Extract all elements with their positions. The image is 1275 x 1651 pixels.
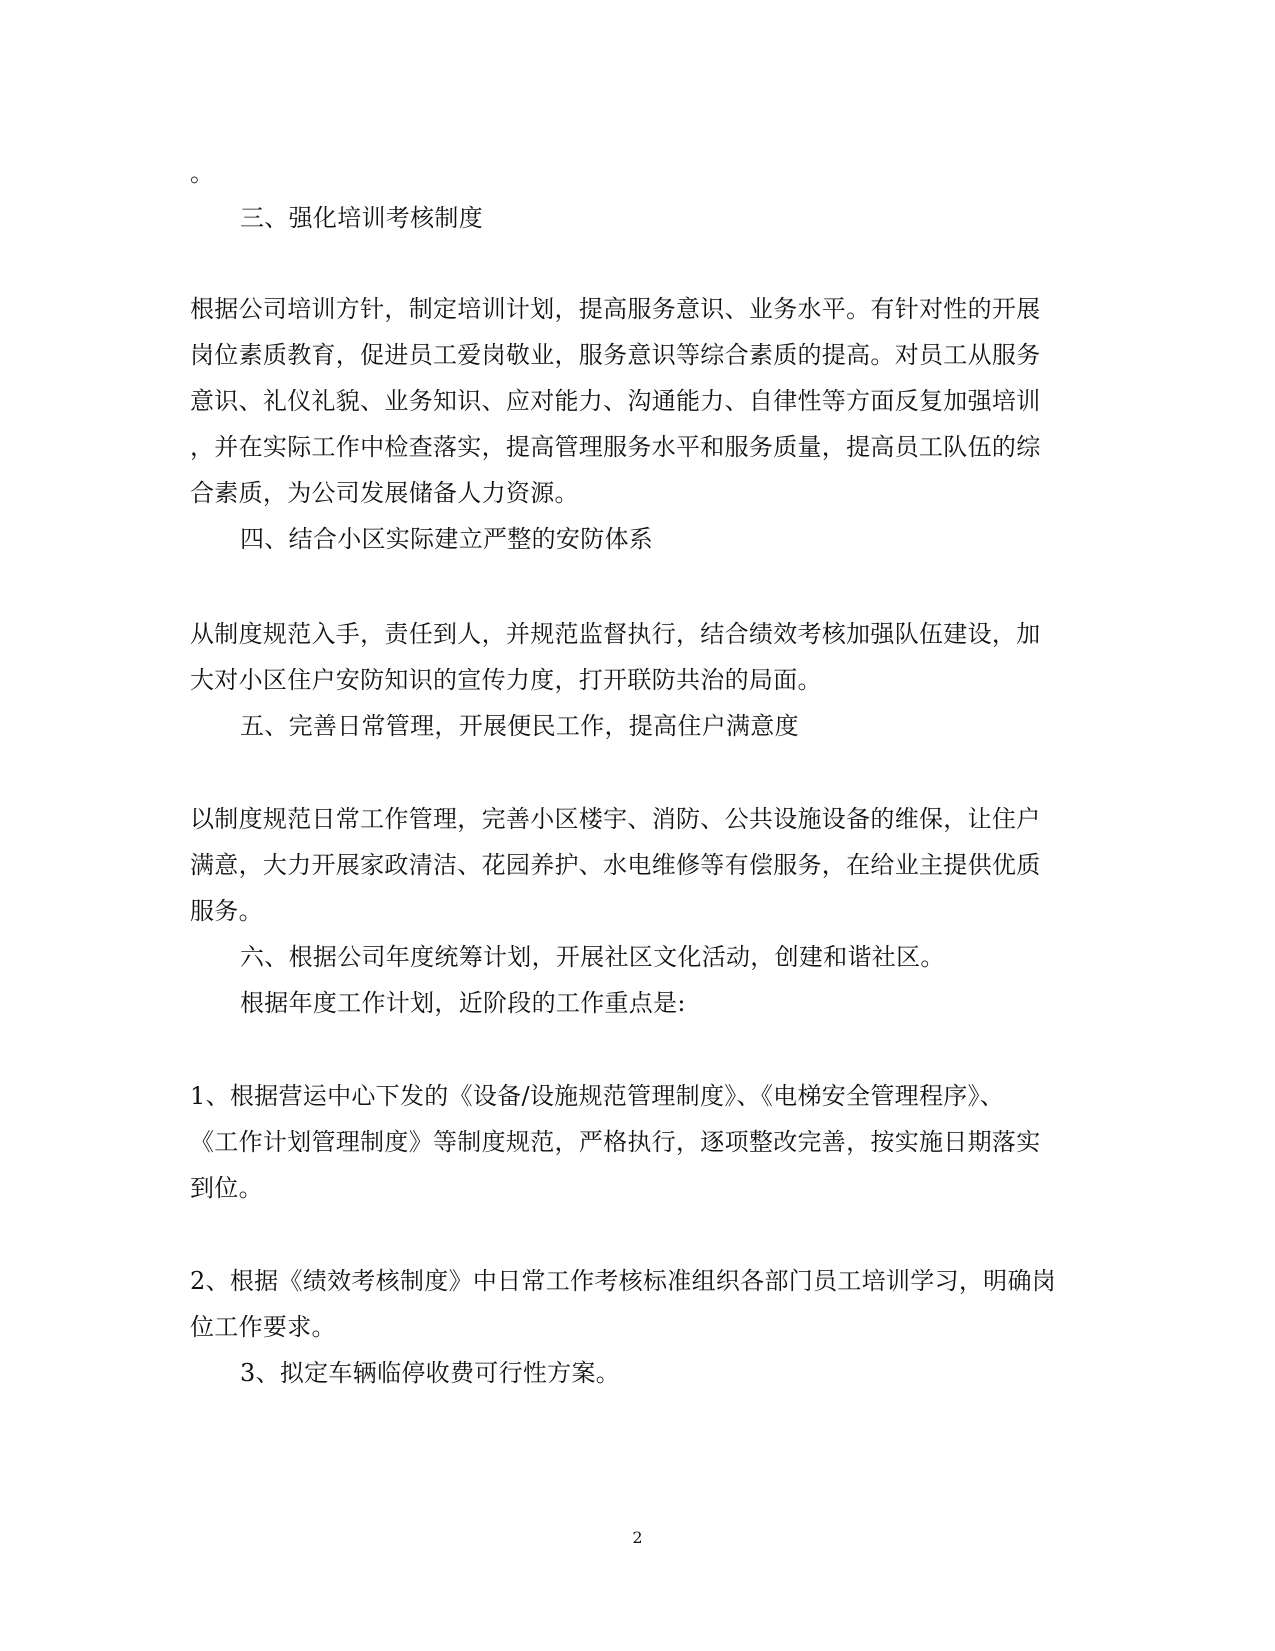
list-item-3: 3、拟定车辆临停收费可行性方案。: [240, 1359, 621, 1387]
list-item-1: 1、根据营运中心下发的《设备/设施规范管理制度》、《电梯安全管理程序》、: [190, 1082, 1005, 1110]
text-line: 《工作计划管理制度》等制度规范，严格执行，逐项整改完善，按实施日期落实: [190, 1128, 1041, 1156]
section-heading-3: 三、强化培训考核制度: [240, 204, 483, 232]
text-line: 到位。: [190, 1174, 263, 1202]
text-line: 大对小区住户安防知识的宣传力度，打开联防共治的局面。: [190, 666, 822, 694]
text-line: 服务。: [190, 897, 263, 925]
section-heading-4: 四、结合小区实际建立严整的安防体系: [240, 525, 654, 553]
text-line: 意识、礼仪礼貌、业务知识、应对能力、沟通能力、自律性等方面反复加强培训: [190, 387, 1041, 415]
text-line: 根据公司培训方针，制定培训计划，提高服务意识、业务水平。有针对性的开展: [190, 295, 1041, 323]
text-line: 满意，大力开展家政清洁、花园养护、水电维修等有偿服务，在给业主提供优质: [190, 851, 1041, 879]
text-line: 合素质，为公司发展储备人力资源。: [190, 479, 579, 507]
text-line: 以制度规范日常工作管理，完善小区楼宇、消防、公共设施设备的维保，让住户: [190, 805, 1041, 833]
text-line: 。: [190, 159, 215, 187]
text-line: 根据年度工作计划，近阶段的工作重点是:: [240, 989, 686, 1017]
text-line: 岗位素质教育，促进员工爱岗敬业，服务意识等综合素质的提高。对员工从服务: [190, 341, 1041, 369]
page-number: 2: [632, 1528, 643, 1547]
text-line: ，并在实际工作中检查落实，提高管理服务水平和服务质量，提高员工队伍的综: [190, 433, 1041, 461]
text-line: 从制度规范入手，责任到人，并规范监督执行，结合绩效考核加强队伍建设，加: [190, 620, 1041, 648]
list-item-2: 2、根据《绩效考核制度》中日常工作考核标准组织各部门员工培训学习，明确岗: [190, 1267, 1057, 1295]
section-heading-6: 六、根据公司年度统筹计划，开展社区文化活动，创建和谐社区。: [240, 943, 945, 971]
section-heading-5: 五、完善日常管理，开展便民工作，提高住户满意度: [240, 712, 799, 740]
text-line: 位工作要求。: [190, 1313, 336, 1341]
